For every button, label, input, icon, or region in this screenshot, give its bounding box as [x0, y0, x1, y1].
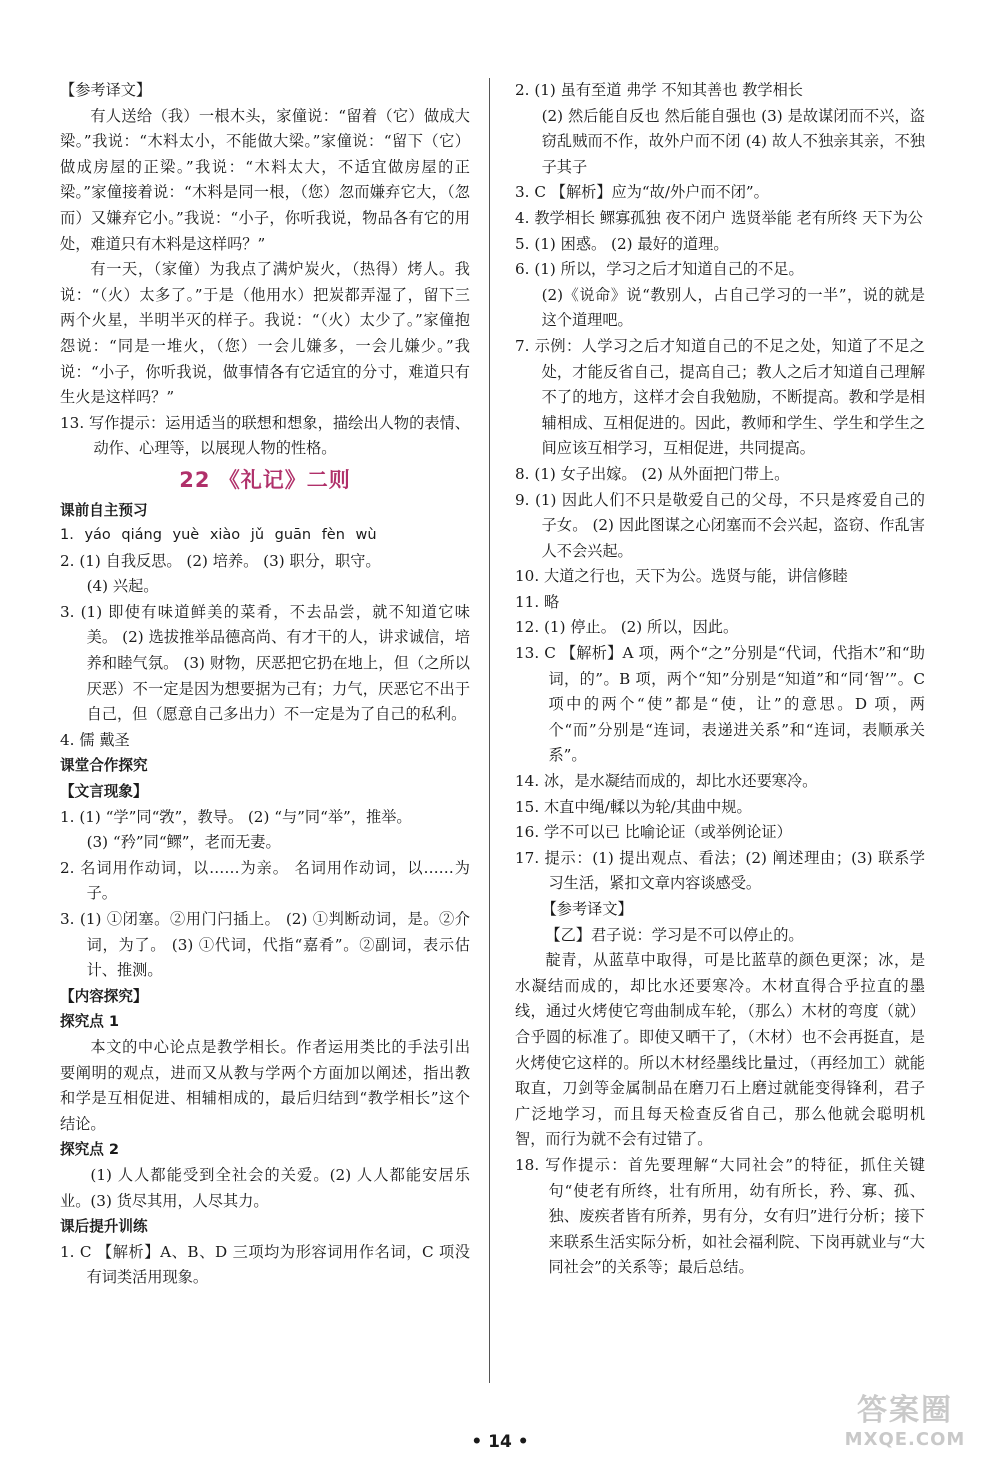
paragraph: 有一天，（家僮）为我点了满炉炭火，（热得）烤人。我说：“（火）太多了。”于是（他用水）把炭都弄湿了，留下三两个火星，半明半灭的样子。我说：“（火）太少了。”家僮抱怨说：“同是一堆火，（您）一会儿嫌多，一会儿嫌少。”我说：“小子，你听我说，做事情各有它适宜的分寸，难道只有生火是这样吗？”: [60, 260, 470, 407]
column-divider: [489, 78, 490, 1383]
paragraph: 有人送给（我）一根木头，家僮说：“留着（它）做成大梁。”我说：“木料太小，不能做大梁。”家僮说：“留下（它）做成房屋的正梁。”我说：“木料太大，不适宜做房屋的正梁。”家僮接着说：“木料是同一根，（您）忽而嫌弃它大，（忽而）又嫌弃它小。”我说：“小子，你听我说，物品各有它的用处，难道只有木料是这样吗？”: [60, 106, 470, 253]
answer-item: 11. 略: [515, 592, 560, 611]
answer-item: 2. (1) 自我反思。 (2) 培养。 (3) 职分，职守。: [60, 551, 381, 570]
answer-item: 10. 大道之行也，天下为公。选贤与能，讲信修睦: [515, 567, 848, 586]
watermark-url: MXQE.COM: [844, 1429, 966, 1450]
answer-subitem: (2) 然后能自反也 然后能自强也 (3) 是故谋闭而不兴，盗窃乱贼而不作，故外户而不闭 (4) 故人不独亲其亲，不独子其子: [541, 106, 925, 176]
section-heading: 课前自主预习: [60, 501, 148, 519]
subsection-heading: 【文言现象】: [60, 783, 148, 801]
watermark-text: 答案圈: [857, 1393, 953, 1428]
answer-item: 13. C 【解析】A 项，两个“之”分别是“代词，代指木”和“助词，的”。B 项，两个“知”分别是“知道”和“同‘智’”。C 项中的两个“使”都是“使，让”的意思。D 项，两个“而”分别是“连词，表递进关系”和“连词，表顺承关系”。: [515, 644, 925, 765]
answer-item: 13. 写作提示：运用适当的联想和想象，描绘出人物的表情、动作、心理等，以展现人物的性格。: [60, 413, 470, 458]
section-label-reference-translation: 【参考译文】: [60, 81, 152, 99]
answer-subitem: (4) 兴起。: [86, 577, 159, 596]
answer-item: 4. 教学相长 鳏寡孤独 夜不闭户 选贤举能 老有所终 天下为公: [515, 208, 923, 227]
answer-item: 2. (1) 虽有至道 弗学 不知其善也 教学相长: [515, 81, 803, 99]
watermark-logo: [820, 1393, 990, 1459]
answer-subitem: (2)《说命》说“教别人，占自己学习的一半”，说的就是这个道理吧。: [541, 285, 925, 330]
right-column: [515, 78, 925, 1281]
answer-item: 9. (1) 因此人们不只是敬爱自己的父母，不只是疼爱自己的子女。 (2) 因此图谋之心闭塞而不会兴起，盗窃、作乱害人不会兴起。: [515, 490, 925, 560]
answer-item: 7. 示例：人学习之后才知道自己的不足之处，知道了不足之处，才能反省自己，提高自己；教人之后才知道自己理解不了的地方，这样才会自我勉励，不断提高。教和学是相辅相成、互相促进的。因此，教师和学生、学生和学生之间应该互相学习，互相促进，共同提高。: [515, 336, 925, 458]
answer-item: 5. (1) 困惑。 (2) 最好的道理。: [515, 234, 729, 253]
answer-item: 4. 儒 戴圣: [60, 730, 130, 749]
answer-item: 16. 学不可以已 比喻论证（或举例论证）: [515, 823, 792, 842]
answer-item: 1. (1) “学”同“敩”，教导。 (2) “与”同“举”，推举。: [60, 807, 412, 826]
section-label-reference-translation: 【参考译文】: [541, 900, 633, 918]
paragraph: 本文的中心论点是教学相长。作者运用类比的手法引出要阐明的观点，进而又从教与学两个方面加以阐述，指出教和学是互相促进、相辅相成的，最后归结到“教学相长”这个结论。: [60, 1037, 470, 1133]
section-heading: 课堂合作探究: [60, 757, 148, 775]
exploration-point-heading: 探究点 1: [60, 1013, 120, 1031]
answer-item: 12. (1) 停止。 (2) 所以，因此。: [515, 618, 739, 637]
answer-item: 1. yáo qiáng yuè xiào jǔ guān fèn wù: [60, 527, 377, 544]
answer-item: 1. C 【解析】A、B、D 三项均为形容词用作名词，C 项没有词类活用现象。: [60, 1242, 470, 1287]
answer-item: 18. 写作提示：首先要理解“大同社会”的特征，抓住关键句“使老有所终，壮有所用，幼有所长，矜、寡、孤、独、废疾者皆有所养，男有分，女有归”进行分析；接下来联系生活实际分析，如社会福利院、下岗再就业与“大同社会”的关系等；最后总结。: [515, 1155, 925, 1277]
answer-item: 3. (1) 即使有味道鲜美的菜肴，不去品尝，就不知道它味美。 (2) 选拔推举品德高尚、有才干的人，讲求诚信，培养和睦气氛。 (3) 财物，厌恶把它扔在地上，但（之所以厌恶）不一定是因为想要据为己有；力气，厌恶它不出于自己，但（愿意自己多出力）不一定是为了自己的私利。: [60, 602, 470, 724]
paragraph: 靛青，从蓝草中取得，可是比蓝草的颜色更深；冰，是水凝结而成的，却比水还要寒冷。木材直得合乎拉直的墨线，通过火烤使它弯曲制成车轮，（那么）木材的弯度（就）合乎圆的标准了。即使又晒干了，（木材）也不会再挺直，是火烤使它这样的。所以木材经墨线比量过，（再经加工）就能取直，刀剑等金属制品在磨刀石上磨过就能变得锋利，君子广泛地学习，而且每天检查反省自己，那么他就会聪明机智，而行为就不会有过错了。: [515, 951, 925, 1149]
exploration-point-heading: 探究点 2: [60, 1141, 120, 1159]
answer-item: 6. (1) 所以，学习之后才知道自己的不足。: [515, 260, 804, 279]
paragraph: (1) 人人都能受到全社会的关爱。(2) 人人都能安居乐业。(3) 货尽其用，人尽其力。: [60, 1165, 470, 1210]
answer-item: 3. (1) ①闭塞。②用门闩插上。 (2) ①判断动词，是。②介词，为了。 (3) ①代词，代指“嘉肴”。②副词，表示估计、推测。: [60, 910, 470, 980]
paragraph: 【乙】君子说：学习是不可以停止的。: [545, 925, 804, 944]
section-heading: 课后提升训练: [60, 1218, 148, 1236]
answer-item: 15. 木直中绳/輮以为轮/其曲中规。: [515, 797, 752, 816]
page-number: • 14 •: [471, 1432, 529, 1452]
answer-subitem: (3) “矜”同“鳏”，老而无妻。: [86, 833, 281, 852]
answer-item: 14. 冰，是水凝结而成的，却比水还要寒冷。: [515, 772, 818, 791]
answer-item: 17. 提示：(1) 提出观点、看法；(2) 阐述理由；(3) 联系学习生活，紧扣文章内容谈感受。: [515, 848, 925, 893]
answer-item: 3. C 【解析】应为“故/外户而不闭”。: [515, 183, 769, 202]
subsection-heading: 【内容探究】: [60, 987, 148, 1005]
answer-item: 2. 名词用作动词，以……为亲。 名词用作动词，以……为子。: [60, 858, 470, 903]
left-column: [60, 78, 470, 1291]
chapter-title: 22 《礼记》二则: [179, 467, 351, 492]
answer-item: 8. (1) 女子出嫁。 (2) 从外面把门带上。: [515, 464, 790, 483]
